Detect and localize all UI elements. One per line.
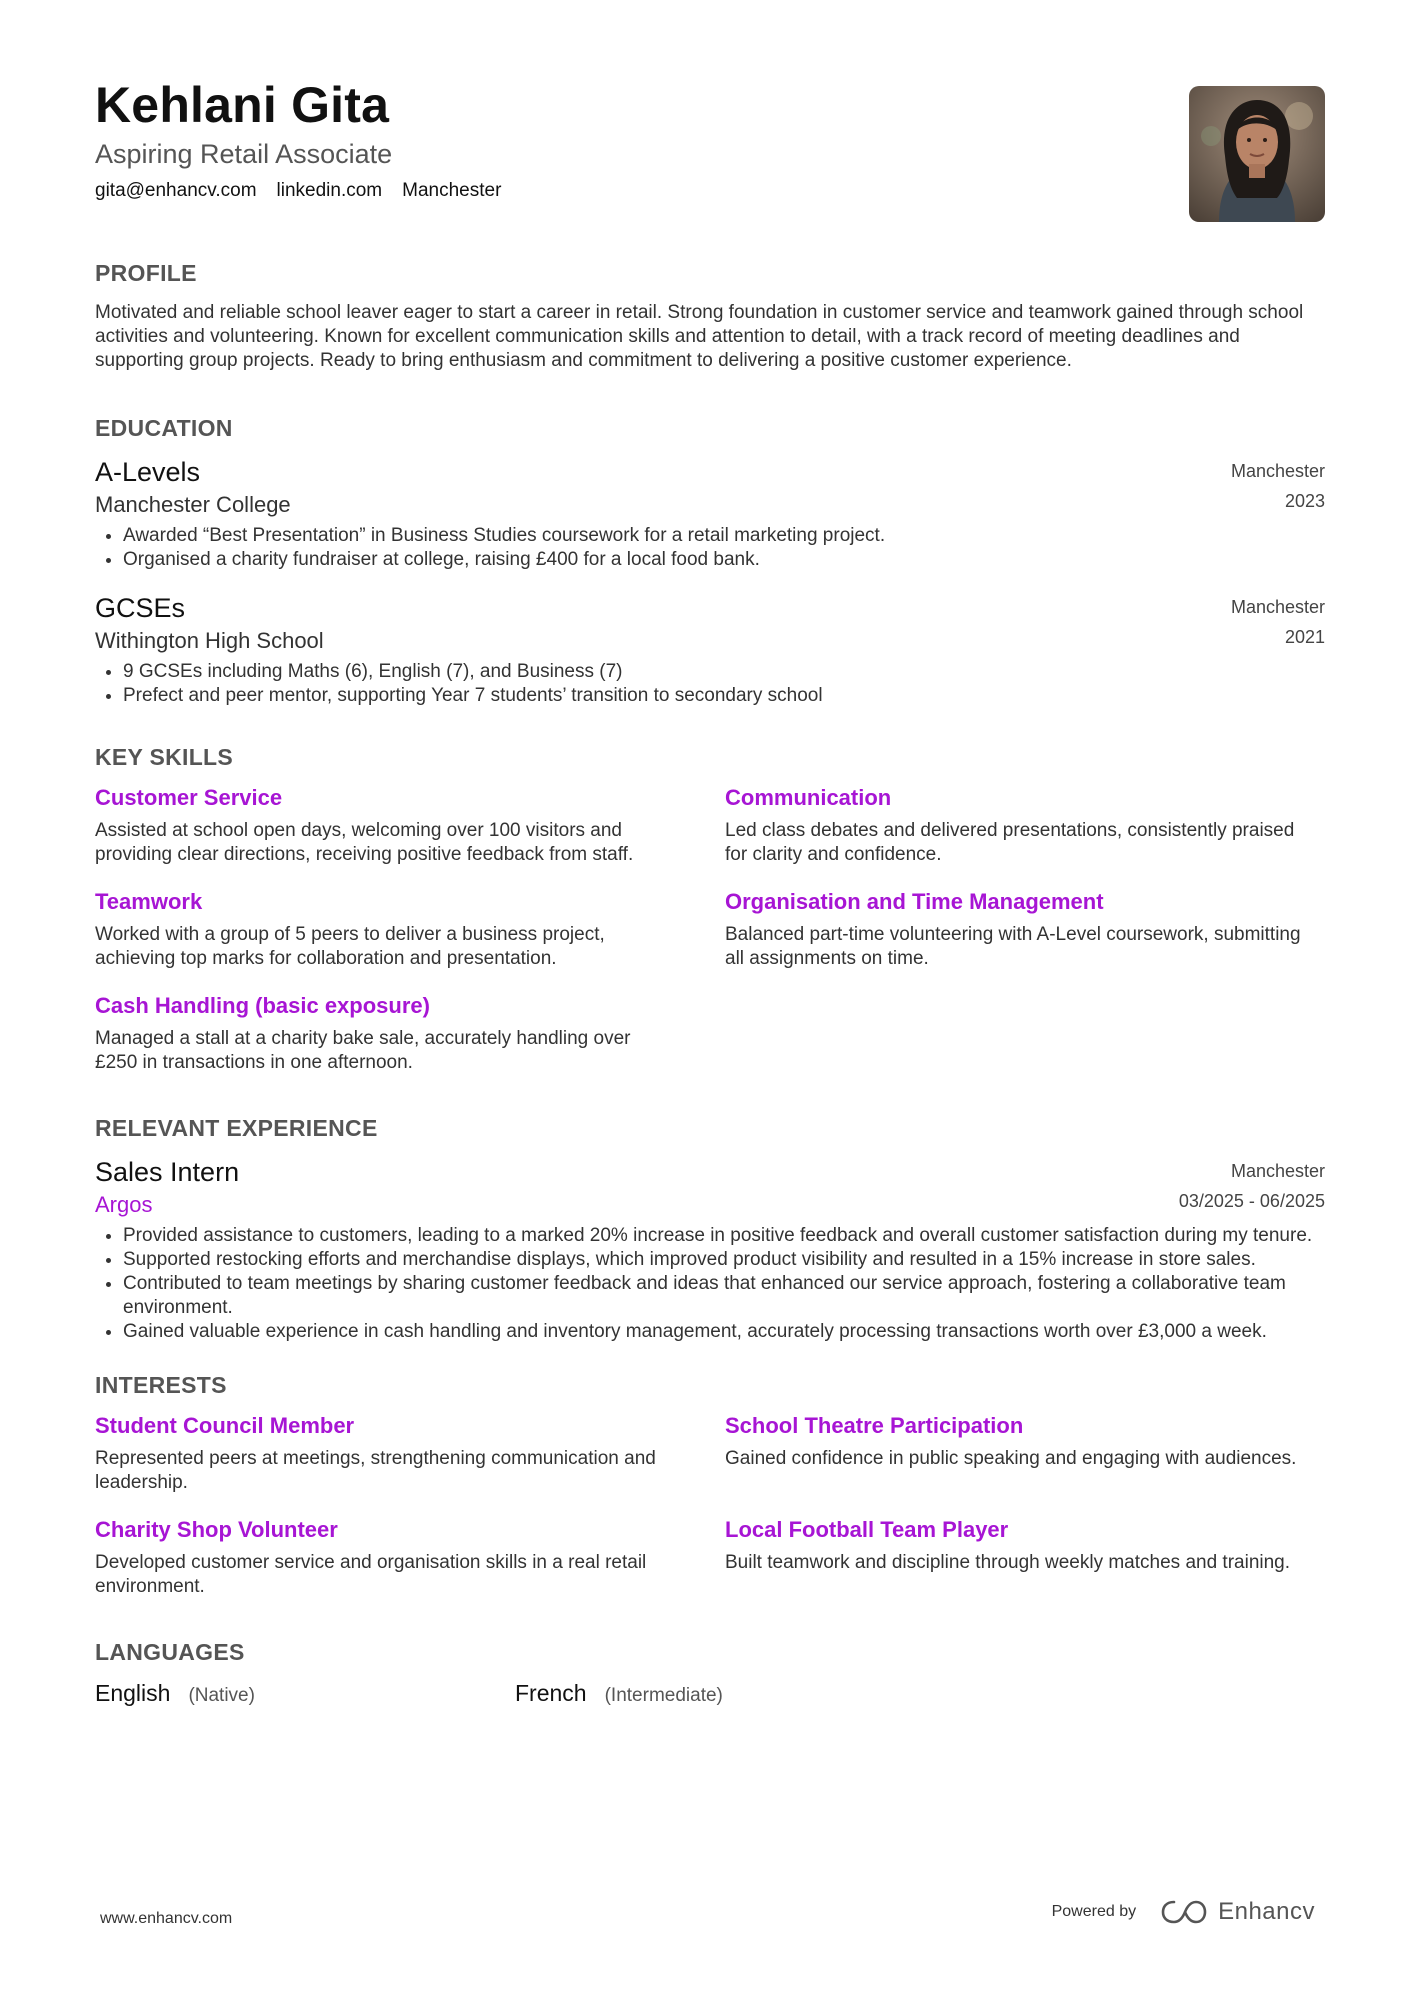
interest-item xyxy=(725,1413,1315,1495)
profile-photo-image xyxy=(1189,86,1325,222)
experience-location: Manchester xyxy=(1230,1161,1325,1181)
skill-description: Balanced part-time volunteering with A-Level coursework, submitting all assignments on time. xyxy=(725,924,1301,969)
language-level: (Intermediate) xyxy=(604,1685,723,1706)
contact-row xyxy=(95,180,1325,202)
profile-heading: PROFILE xyxy=(95,260,197,286)
education-bullets xyxy=(95,524,1325,572)
languages-row xyxy=(95,1680,1325,1707)
experience-bullets xyxy=(95,1224,1325,1344)
education-meta xyxy=(1231,456,1325,516)
experience-dates: 03/2025 - 06/2025 xyxy=(1178,1191,1325,1211)
experience-entry xyxy=(95,1156,1325,1344)
skill-name: Organisation and Time Management xyxy=(725,889,1104,914)
skill-name: Cash Handling (basic exposure) xyxy=(95,993,430,1018)
education-bullets xyxy=(95,660,1325,708)
footer-branding xyxy=(1052,1898,1315,1926)
education-location: Manchester xyxy=(1230,597,1325,617)
experience-bullet: • Gained valuable experience in cash handling and inventory management, accurately processing transactions worth over £3,000 a week. xyxy=(123,1320,1325,1344)
education-year: 2021 xyxy=(1284,627,1325,647)
skill-name: Teamwork xyxy=(95,889,203,914)
infinity-logo-icon xyxy=(1160,1899,1208,1925)
enhancv-logo[interactable] xyxy=(1160,1898,1315,1926)
interests-heading: INTERESTS xyxy=(95,1372,227,1398)
interest-item xyxy=(95,1517,665,1599)
profile-section xyxy=(95,260,1325,373)
interest-name: School Theatre Participation xyxy=(725,1413,1024,1438)
interest-description: Represented peers at meetings, strengthening communication and leadership. xyxy=(95,1448,656,1493)
email-link[interactable]: gita@enhancv.com xyxy=(95,180,257,201)
skill-item xyxy=(95,785,665,867)
language-level: (Native) xyxy=(188,1685,255,1706)
footer-website[interactable]: www.enhancv.com xyxy=(100,1910,233,1927)
interest-name: Student Council Member xyxy=(95,1413,355,1438)
skill-name: Communication xyxy=(725,785,892,810)
skill-item xyxy=(725,889,1315,971)
skills-section xyxy=(95,744,1325,1075)
interest-description: Gained confidence in public speaking and engaging with audiences. xyxy=(725,1448,1297,1469)
experience-bullet: • Provided assistance to customers, leading to a marked 20% increase in positive feedback and overall customer satisfaction during my tenure. xyxy=(123,1224,1325,1248)
skill-description: Worked with a group of 5 peers to deliver a business project, achieving top marks for collaboration and presentation. xyxy=(95,924,605,969)
education-bullet: • Organised a charity fundraiser at college, raising £400 for a local food bank. xyxy=(123,548,1325,572)
education-meta xyxy=(1231,592,1325,652)
skill-description: Assisted at school open days, welcoming over 100 visitors and providing clear directions, receiving positive feedback from staff. xyxy=(95,820,634,865)
profile-photo xyxy=(1189,86,1325,222)
skills-heading: KEY SKILLS xyxy=(95,744,234,770)
skill-item xyxy=(725,785,1315,867)
location-text: Manchester xyxy=(402,180,502,201)
interests-grid xyxy=(95,1413,1325,1599)
interest-item xyxy=(725,1517,1315,1599)
languages-heading: LANGUAGES xyxy=(95,1639,245,1665)
skill-item xyxy=(95,993,665,1075)
language-name: French xyxy=(515,1680,587,1706)
experience-meta xyxy=(1179,1156,1325,1216)
experience-section xyxy=(95,1115,1325,1344)
interest-name: Charity Shop Volunteer xyxy=(95,1517,338,1542)
education-entry xyxy=(95,456,1325,572)
education-year: 2023 xyxy=(1284,491,1325,511)
interest-item xyxy=(95,1413,665,1495)
interests-section xyxy=(95,1372,1325,1599)
education-heading: EDUCATION xyxy=(95,415,233,441)
candidate-name: Kehlani Gita xyxy=(95,77,390,133)
resume-header xyxy=(95,78,1325,238)
interest-description: Built teamwork and discipline through weekly matches and training. xyxy=(725,1552,1291,1573)
language-item xyxy=(515,1680,935,1707)
language-item xyxy=(95,1680,515,1707)
language-name: English xyxy=(95,1680,171,1706)
candidate-role: Aspiring Retail Associate xyxy=(95,139,393,169)
languages-section xyxy=(95,1639,1325,1707)
company-name: Argos xyxy=(95,1192,153,1217)
powered-by-label: Powered by xyxy=(1051,1903,1137,1920)
resume-content xyxy=(95,78,1325,1707)
education-bullet: • Prefect and peer mentor, supporting Year 7 students’ transition to secondary school xyxy=(123,684,1325,708)
experience-bullet: • Supported restocking efforts and merchandise displays, which improved product visibility and resulted in a 15% increase in store sales. xyxy=(123,1248,1325,1272)
job-title: Sales Intern xyxy=(95,1157,240,1187)
education-entry xyxy=(95,592,1325,708)
skill-item xyxy=(95,889,665,971)
skill-description: Led class debates and delivered presentations, consistently praised for clarity and confidence. xyxy=(725,820,1295,865)
education-bullet: • Awarded “Best Presentation” in Business Studies coursework for a retail marketing project. xyxy=(123,524,1325,548)
education-degree: GCSEs xyxy=(95,593,186,623)
skills-grid xyxy=(95,785,1325,1075)
skill-description: Managed a stall at a charity bake sale, accurately handling over £250 in transactions in one afternoon. xyxy=(95,1028,631,1073)
education-school: Withington High School xyxy=(95,628,324,653)
interest-name: Local Football Team Player xyxy=(725,1517,1009,1542)
experience-heading: RELEVANT EXPERIENCE xyxy=(95,1115,378,1141)
linkedin-link[interactable]: linkedin.com xyxy=(276,180,383,201)
education-section xyxy=(95,415,1325,708)
education-location: Manchester xyxy=(1230,461,1325,481)
education-bullet: • 9 GCSEs including Maths (6), English (7), and Business (7) xyxy=(123,660,1325,684)
education-school: Manchester College xyxy=(95,492,291,517)
education-degree: A-Levels xyxy=(95,457,201,487)
skill-name: Customer Service xyxy=(95,785,283,810)
profile-summary: Motivated and reliable school leaver eager to start a career in retail. Strong foundation in customer service and teamwork gained through school activities and volunteering. Known for excellent communication skills and attention to detail, with a track record of meeting deadlines and supporting group projects. Ready to bring enthusiasm and commitment to delivering a positive customer experience. xyxy=(95,302,1304,371)
experience-bullet: • Contributed to team meetings by sharing customer feedback and ideas that enhanced our service approach, fostering a collaborative team environment. xyxy=(123,1272,1325,1320)
interest-description: Developed customer service and organisation skills in a real retail environment. xyxy=(95,1552,647,1597)
brand-name: Enhancv xyxy=(1218,1898,1315,1925)
